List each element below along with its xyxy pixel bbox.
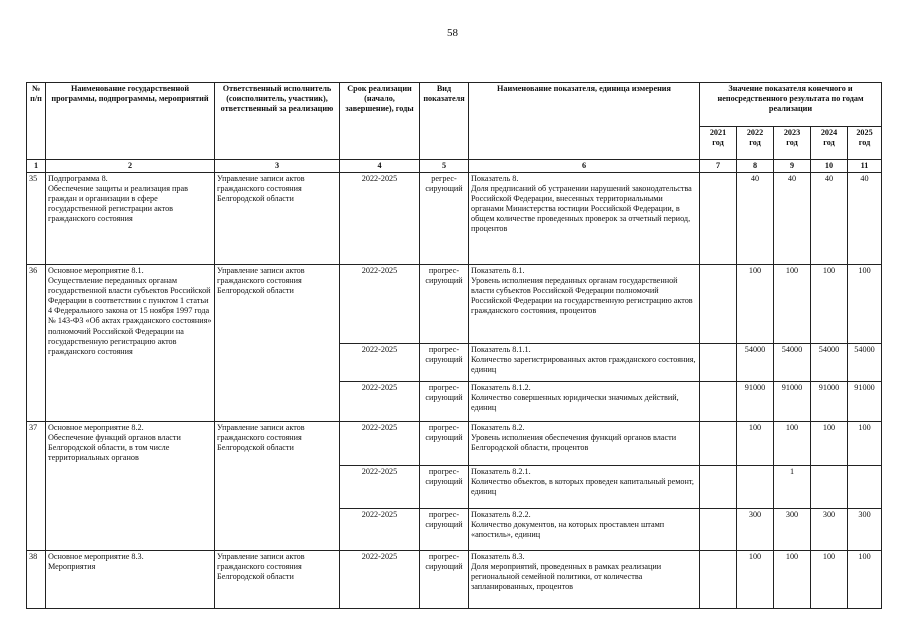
implementation-term: 2022-2025 (340, 466, 420, 509)
col-number: 5 (420, 160, 469, 173)
implementation-term: 2022-2025 (340, 173, 420, 265)
col-number: 3 (215, 160, 340, 173)
indicator-type: прогрес- сирующий (420, 509, 469, 551)
table-row (27, 265, 882, 344)
header-indicator: Наименование показателя, единица измерения (469, 83, 700, 160)
value-2025: 91000 (848, 382, 882, 422)
program-name: Основное мероприятие 8.2. Обеспечение функций органов власти Белгородской области, в том числе территориальных органов (46, 422, 215, 551)
header-year-2024: 2024 год (811, 127, 848, 160)
header-year-2021: 2021 год (700, 127, 737, 160)
col-number: 11 (848, 160, 882, 173)
header-type: Вид показателя (420, 83, 469, 160)
implementation-term: 2022-2025 (340, 509, 420, 551)
indicator-type: прогрес- сирующий (420, 466, 469, 509)
program-name: Основное мероприятие 8.3. Мероприятия (46, 551, 215, 609)
value-2021 (700, 344, 737, 382)
indicator-name: Показатель 8.1. Уровень исполнения переданных органам государственной власти субъектов Российской Федерации полномочий Российской Федерации на государственную регистрацию актов гражданского состояния, процентов (469, 265, 700, 344)
value-2025: 100 (848, 422, 882, 466)
value-2023: 300 (774, 509, 811, 551)
value-2021 (700, 382, 737, 422)
value-2021 (700, 551, 737, 609)
indicator-type: прогрес- сирующий (420, 551, 469, 609)
indicator-name: Показатель 8.2. Уровень исполнения обеспечения функций органов власти Белгородской области, процентов (469, 422, 700, 466)
indicator-type: прогрес- сирующий (420, 422, 469, 466)
value-2023: 100 (774, 422, 811, 466)
value-2021 (700, 173, 737, 265)
col-number: 6 (469, 160, 700, 173)
indicator-type: прогрес- сирующий (420, 382, 469, 422)
header-year-2025: 2025 год (848, 127, 882, 160)
program-table (26, 82, 882, 609)
value-2025: 100 (848, 551, 882, 609)
column-numbers-row (27, 160, 882, 173)
value-2023: 100 (774, 265, 811, 344)
value-2025: 300 (848, 509, 882, 551)
value-2022: 100 (737, 551, 774, 609)
responsible-executor: Управление записи актов гражданского состояния Белгородской области (215, 265, 340, 422)
implementation-term: 2022-2025 (340, 382, 420, 422)
responsible-executor: Управление записи актов гражданского состояния Белгородской области (215, 422, 340, 551)
value-2025 (848, 466, 882, 509)
row-number: 36 (27, 265, 46, 422)
value-2025: 54000 (848, 344, 882, 382)
program-name: Подпрограмма 8. Обеспечение защиты и реализация прав граждан и организации в сфере государственной регистрации актов гражданского состояния (46, 173, 215, 265)
value-2022: 100 (737, 265, 774, 344)
implementation-term: 2022-2025 (340, 551, 420, 609)
table-row (27, 422, 882, 466)
indicator-type: прогрес- сирующий (420, 344, 469, 382)
value-2025: 40 (848, 173, 882, 265)
header-values-group: Значение показателя конечного и непосредственного результата по годам реализации (700, 83, 882, 127)
col-number: 10 (811, 160, 848, 173)
col-number: 8 (737, 160, 774, 173)
header-year-2023: 2023 год (774, 127, 811, 160)
value-2021 (700, 422, 737, 466)
col-number: 7 (700, 160, 737, 173)
value-2022: 300 (737, 509, 774, 551)
value-2024: 300 (811, 509, 848, 551)
header-name: Наименование государственной программы, подпрограммы, мероприятий (46, 83, 215, 160)
value-2025: 100 (848, 265, 882, 344)
program-name: Основное мероприятие 8.1. Осуществление переданных органам государственной власти субъектов Российской Федерации в соответствии с пунктом 1 статьи 4 Федерального закона от 15 ноября 1997 года № 143-ФЗ «Об актах гражданского состояния» полномочий Российской Федерации на государственную регистрацию актов гражданского состояния (46, 265, 215, 422)
implementation-term: 2022-2025 (340, 422, 420, 466)
indicator-type: прогрес- сирующий (420, 265, 469, 344)
page-number: 58 (447, 27, 458, 39)
indicator-name: Показатель 8.3. Доля мероприятий, проведенных в рамках реализации региональной семейной политики, от количества запланированных, процентов (469, 551, 700, 609)
value-2024: 100 (811, 265, 848, 344)
value-2023: 100 (774, 551, 811, 609)
value-2024: 54000 (811, 344, 848, 382)
value-2022: 100 (737, 422, 774, 466)
value-2023: 40 (774, 173, 811, 265)
indicator-name: Показатель 8.1.2. Количество совершенных юридически значимых действий, единиц (469, 382, 700, 422)
value-2022: 40 (737, 173, 774, 265)
col-number: 9 (774, 160, 811, 173)
value-2021 (700, 509, 737, 551)
implementation-term: 2022-2025 (340, 265, 420, 344)
value-2024: 100 (811, 551, 848, 609)
value-2024 (811, 466, 848, 509)
value-2021 (700, 466, 737, 509)
value-2024: 100 (811, 422, 848, 466)
indicator-type: регрес- сирующий (420, 173, 469, 265)
indicator-name: Показатель 8.2.2. Количество документов, на которых проставлен штамп «апостиль», единиц (469, 509, 700, 551)
value-2022 (737, 466, 774, 509)
row-number: 38 (27, 551, 46, 609)
indicator-name: Показатель 8. Доля предписаний об устранении нарушений законодательства Российской Федерации, внесенных территориальными органами Министерства юстиции Российской Федерации, в общем количестве проведенных проверок за отчетный период, процентов (469, 173, 700, 265)
row-number: 35 (27, 173, 46, 265)
value-2022: 54000 (737, 344, 774, 382)
col-number: 4 (340, 160, 420, 173)
responsible-executor: Управление записи актов гражданского состояния Белгородской области (215, 173, 340, 265)
header-responsible: Ответственный исполнитель (соисполнитель, участник), ответственный за реализацию (215, 83, 340, 160)
header-num: № п/п (27, 83, 46, 160)
header-row (27, 83, 882, 127)
implementation-term: 2022-2025 (340, 344, 420, 382)
value-2021 (700, 265, 737, 344)
col-number: 2 (46, 160, 215, 173)
value-2023: 1 (774, 466, 811, 509)
value-2023: 54000 (774, 344, 811, 382)
value-2023: 91000 (774, 382, 811, 422)
header-term: Срок реализации (начало, завершение), годы (340, 83, 420, 160)
table-row (27, 551, 882, 609)
value-2022: 91000 (737, 382, 774, 422)
table-row (27, 173, 882, 265)
row-number: 37 (27, 422, 46, 551)
value-2024: 91000 (811, 382, 848, 422)
indicator-name: Показатель 8.1.1. Количество зарегистрированных актов гражданского состояния, единиц (469, 344, 700, 382)
value-2024: 40 (811, 173, 848, 265)
responsible-executor: Управление записи актов гражданского состояния Белгородской области (215, 551, 340, 609)
header-year-2022: 2022 год (737, 127, 774, 160)
indicator-name: Показатель 8.2.1. Количество объектов, в которых проведен капитальный ремонт, единиц (469, 466, 700, 509)
col-number: 1 (27, 160, 46, 173)
